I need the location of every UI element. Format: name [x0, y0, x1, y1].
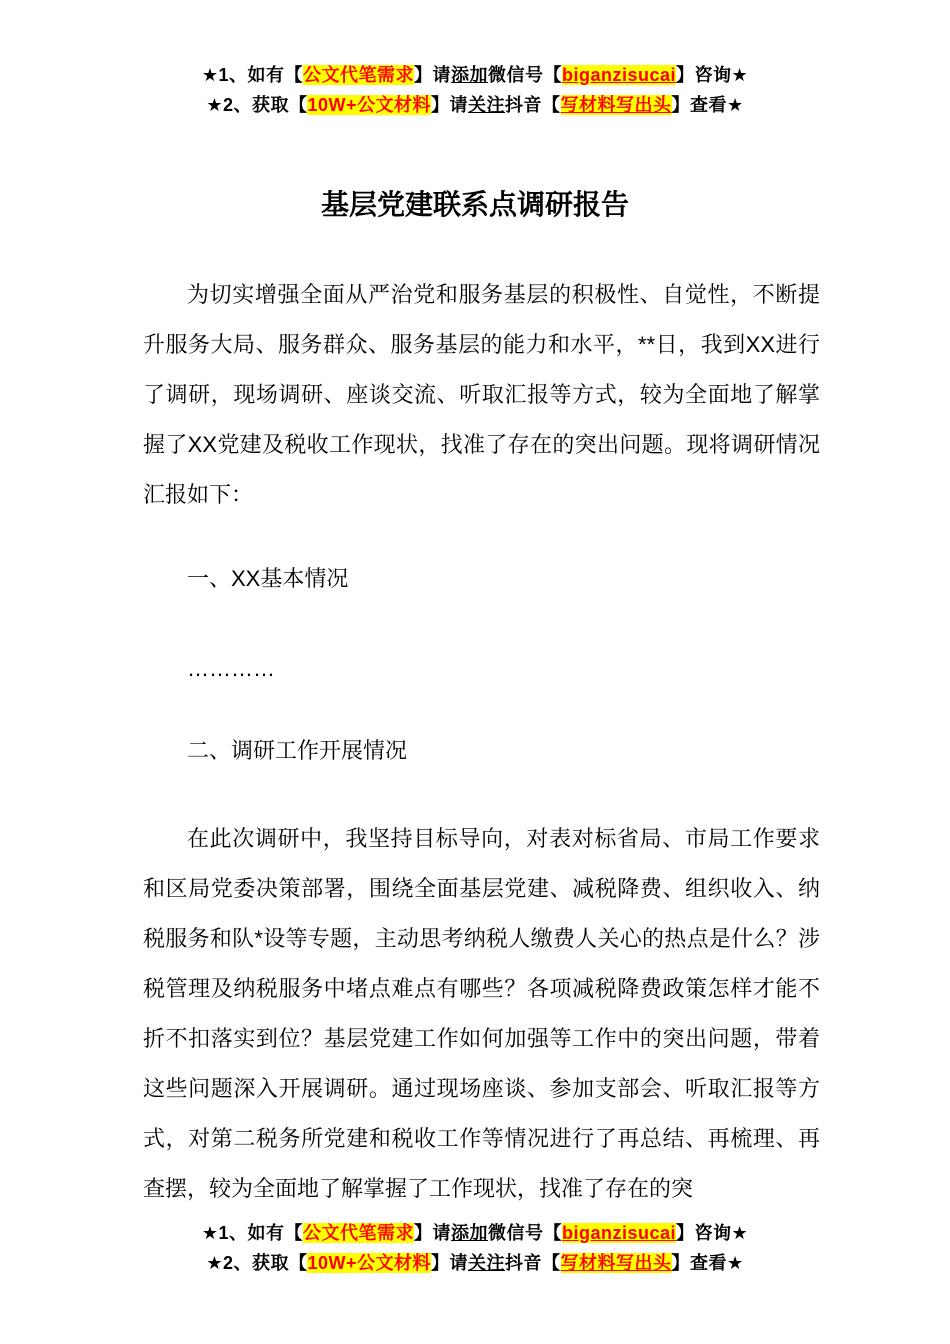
promo-wechat-id-highlight: biganzisucai — [561, 65, 677, 85]
promo-platform-wechat: 微信号【 — [487, 1223, 562, 1243]
promo-platform-douyin: 抖音【 — [505, 95, 561, 115]
promo-bracket-text: 】请 — [431, 1253, 469, 1273]
promo-action-follow: 关注 — [468, 1253, 506, 1273]
intro-paragraph: 为切实增强全面从严治党和服务基层的积极性、自觉性，不断提升服务大局、服务群众、服务基层的能力和水平，**日，我到XX进行了调研，现场调研、座谈交流、听取汇报等方式，较为全面地了解掌握了XX党建及税收工作现状，找准了存在的突出问题。现将调研情况汇报如下： — [143, 282, 820, 507]
promo-prefix: ★2、获取【 — [206, 1253, 308, 1273]
promo-action-add: 添加 — [450, 65, 488, 85]
promo-action-follow: 关注 — [468, 95, 506, 115]
promo-header — [0, 0, 950, 120]
promo-material-highlight: 10W+公文材料 — [307, 1253, 432, 1273]
promo-suffix: 】咨询★ — [676, 65, 749, 85]
promo-service-highlight: 公文代笔需求 — [302, 1223, 414, 1243]
promo-suffix: 】查看★ — [671, 1253, 744, 1273]
section-2-heading: 二、调研工作开展情况 — [187, 738, 408, 763]
promo-bracket-text: 】请 — [413, 65, 451, 85]
promo-action-add: 添加 — [450, 1223, 488, 1243]
promo-material-highlight: 10W+公文材料 — [307, 95, 432, 115]
promo-suffix: 】咨询★ — [676, 1223, 749, 1243]
promo-wechat-id-highlight: biganzisucai — [561, 1223, 677, 1243]
section-1-heading: 一、XX基本情况 — [187, 566, 349, 591]
promo-douyin-name-highlight: 写材料写出头 — [560, 1253, 672, 1273]
promo-service-highlight: 公文代笔需求 — [302, 65, 414, 85]
promo-platform-wechat: 微信号【 — [487, 65, 562, 85]
promo-bracket-text: 】请 — [413, 1223, 451, 1243]
promo-header-line-2 — [0, 90, 950, 120]
promo-platform-douyin: 抖音【 — [505, 1253, 561, 1273]
section-2-paragraph: 在此次调研中，我坚持目标导向，对表对标省局、市局工作要求和区局党委决策部署，围绕全面基层党建、减税降费、组织收入、纳税服务和队*设等专题，主动思考纳税人缴费人关心的热点是什么？涉税管理及纳税服务中堵点难点有哪些？各项减税降费政策怎样才能不折不扣落实到位？基层党建工作如何加强等工作中的突出问题，带着这些问题深入开展调研。通过现场座谈、参加支部会、听取汇报等方式，对第二税务所党建和税收工作等情况进行了再总结、再梳理、再查摆，较为全面地了解掌握了工作现状，找准了存在的突 — [143, 826, 820, 1201]
document-body — [143, 270, 820, 1214]
promo-prefix: ★1、如有【 — [201, 1223, 303, 1243]
promo-prefix: ★1、如有【 — [201, 65, 303, 85]
document-title: 基层党建联系点调研报告 — [320, 189, 629, 220]
promo-footer-line-1 — [0, 1218, 950, 1248]
promo-header-line-1 — [0, 60, 950, 90]
section-1-placeholder-dots: ………… — [187, 656, 275, 681]
promo-prefix: ★2、获取【 — [206, 95, 308, 115]
promo-suffix: 】查看★ — [671, 95, 744, 115]
promo-footer — [0, 1218, 950, 1278]
promo-bracket-text: 】请 — [431, 95, 469, 115]
promo-footer-line-2 — [0, 1248, 950, 1278]
promo-douyin-name-highlight: 写材料写出头 — [560, 95, 672, 115]
